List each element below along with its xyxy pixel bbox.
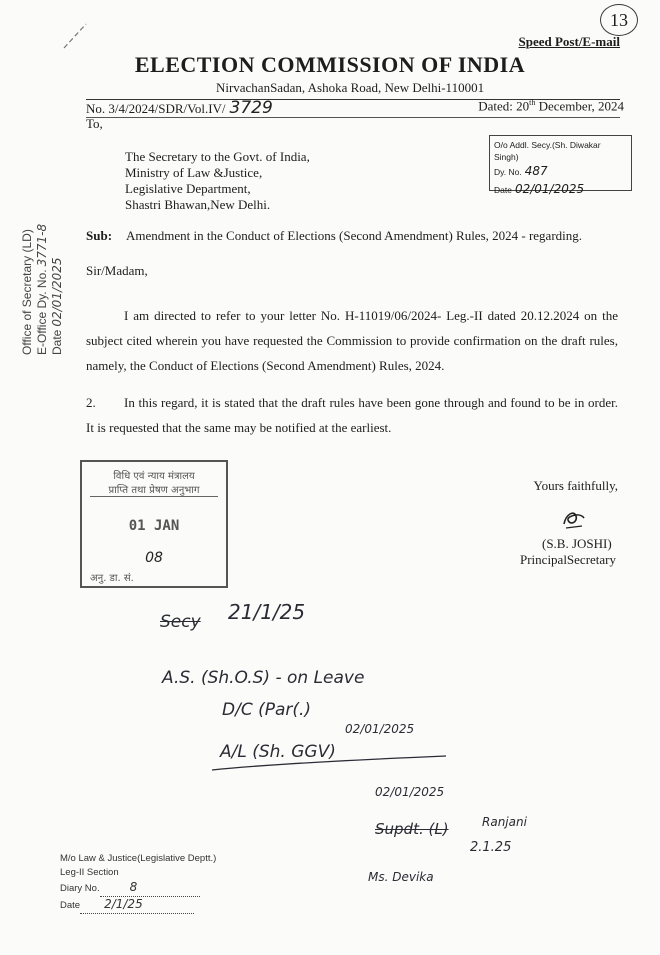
diary-stamp-office: M/o Law & Justice(Legislative Deptt.) — [60, 853, 217, 864]
to-label: To, — [86, 116, 103, 131]
addressee-line: Shastri Bhawan,New Delhi. — [125, 197, 271, 212]
subject-text: Amendment in the Conduct of Elections (Second Amendment) Rules, 2024 - regarding. — [126, 228, 583, 243]
speed-post-label: Speed Post/E-mail — [518, 34, 620, 49]
salutation: Sir/Madam, — [86, 263, 148, 278]
side-stamp-date-label: Date — [50, 329, 64, 355]
note-initial-date: 02/01/2025 — [375, 785, 445, 799]
strike-line-icon — [210, 752, 450, 774]
signature-icon — [560, 506, 588, 532]
receipt-date-label: Date — [494, 185, 512, 195]
diary-date-label: Date — [60, 900, 81, 911]
date-label: Dated: 20 — [478, 98, 530, 114]
diary-no-label: Diary No. — [60, 883, 100, 894]
note-secy: Secy — [160, 612, 201, 632]
note-ms: Ms. Devika — [368, 870, 434, 884]
side-stamp-dy-value: 3771-8 — [35, 223, 49, 267]
note-as-leave: A.S. (Sh.O.S) - on Leave — [162, 668, 365, 688]
diary-stamp — [60, 852, 260, 918]
letterhead-title: ELECTION COMMISSION OF INDIA — [134, 52, 526, 77]
date-superscript: th — [529, 98, 536, 107]
page-number: 13 — [600, 4, 638, 36]
reference-divider — [86, 117, 620, 118]
signatory-name: (S.B. JOSHI) — [542, 536, 612, 551]
note-supdt-name: Ranjani — [482, 815, 527, 829]
date-rest: December, 2024 — [535, 98, 624, 114]
paragraph-number: 2. — [86, 395, 96, 410]
side-stamp-dy-label: E-Office Dy. No. — [35, 269, 49, 355]
receipt-dy-label: Dy. No. — [494, 167, 522, 177]
diary-no-value: 8 — [129, 880, 138, 894]
side-stamp-date-value: 02/01/2025 — [50, 257, 64, 327]
note-al: A/L (Sh. GGV) — [220, 742, 336, 762]
addressee-block — [125, 149, 310, 213]
signatory-designation: PrincipalSecretary — [520, 552, 617, 567]
letter-date — [478, 98, 624, 114]
paragraph-2-text: In this regard, it is stated that the draft rules have been gone through and found to be in order. It is requested that the same may be notified at the earliest. — [86, 395, 618, 435]
note-dlc-date: 02/01/2025 — [345, 722, 415, 736]
reference-number: No. 3/4/2024/SDR/Vol.IV/ 3729 — [86, 98, 273, 118]
reference-number-prefix: No. 3/4/2024/SDR/Vol.IV — [86, 101, 222, 116]
hindi-stamp-date: 01 JAN — [128, 518, 180, 534]
note-supdt-date: 2.1.25 — [470, 840, 512, 855]
receipt-dy-value: 487 — [524, 164, 548, 178]
addressee-line: Legislative Department, — [125, 181, 251, 196]
diary-stamp-section: Leg-II Section — [60, 867, 119, 878]
subject-line — [86, 228, 582, 244]
hindi-stamp-line1: विधि एवं न्याय मंत्रालय — [113, 471, 195, 482]
diary-date-value: 2/1/25 — [104, 897, 143, 911]
pen-mark-icon — [60, 20, 90, 52]
note-secy-initials: 21/1/25 — [228, 600, 306, 624]
body-paragraph-1: I am directed to refer to your letter No. H-11019/06/2024- Leg.-II dated 20.12.2024 on the subject cited wherein you have requested the Commission to provide confirmation on the draft rules, namely, the Conduct of Elections (Second Amendment) Rules, 2024. — [86, 308, 618, 373]
closing: Yours faithfully, — [533, 478, 618, 493]
note-dlc: D/C (Par(.) — [222, 700, 312, 720]
side-stamp-office: Office of Secretary (LD) — [20, 229, 34, 355]
receipt-date-value: 02/01/2025 — [514, 182, 585, 196]
receipt-office: O/o Addl. Secy.(Sh. Diwakar Singh) — [494, 140, 601, 162]
body-paragraph-2 — [86, 390, 618, 440]
hindi-stamp-footer: अनु. डा. सं. — [90, 573, 134, 584]
addressee-line: Ministry of Law &Justice, — [125, 165, 263, 180]
subject-label: Sub: — [86, 228, 113, 243]
hindi-receipt-stamp — [80, 460, 228, 588]
hindi-stamp-number: 08 — [145, 550, 163, 566]
hindi-stamp-line2: प्राप्ति तथा प्रेषण अनुभाग — [108, 485, 200, 496]
note-supdt: Supdt. (L) — [375, 820, 449, 838]
signatory-block — [520, 536, 616, 568]
side-office-stamp — [20, 165, 65, 355]
handwritten-reference: 3729 — [229, 98, 273, 118]
letterhead-address: NirvachanSadan, Ashoka Road, New Delhi-110001 — [215, 80, 485, 95]
receipt-stamp — [489, 135, 632, 196]
addressee-line: The Secretary to the Govt. of India, — [125, 149, 310, 164]
